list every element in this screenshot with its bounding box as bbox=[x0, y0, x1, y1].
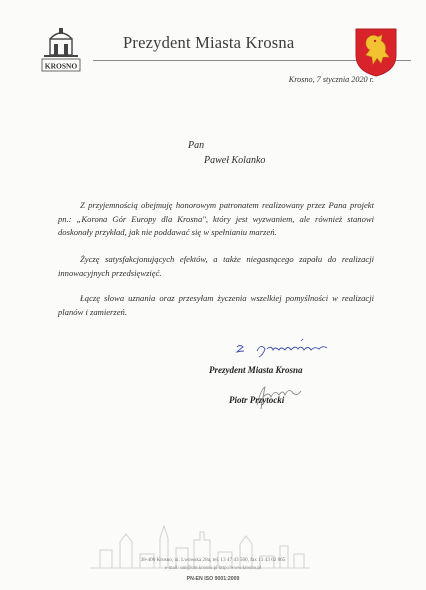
logo-text: KROSNO bbox=[44, 61, 78, 71]
krosno-city-logo bbox=[40, 25, 82, 77]
signatory-title: Prezydent Miasta Krosna bbox=[209, 365, 303, 375]
footer-contact: e-mail: um@um.krosno.pl http://www.krosno.pl bbox=[164, 566, 262, 571]
handwritten-note bbox=[235, 337, 330, 361]
coat-of-arms-icon bbox=[354, 27, 398, 77]
letter-date: Krosno, 7 stycznia 2020 r. bbox=[288, 75, 374, 84]
signatory-name: Piotr Przytocki bbox=[229, 395, 285, 405]
recipient-name: Paweł Kolanko bbox=[204, 155, 266, 166]
salutation: Pan bbox=[188, 140, 205, 151]
iso-certification: PN-EN ISO 9001:2009 bbox=[186, 576, 240, 582]
letter-paragraph: Łączę słowa uznania oraz przesyłam życzenia wszelkiej pomyślności w realizacji planów i zamierzeń. bbox=[58, 293, 374, 317]
letter-paragraph: Z przyjemnością obejmuję honorowym patronatem realizowany przez Pana projekt pn.: „Korona Gór Europy dla Krosna", który jest wyzwaniem, ale również stanowi doskonały przykład, jak nie poddawać się w spełnianiu marzeń. bbox=[58, 200, 374, 237]
footer-address: 38-400 Krosno, ul. Lwowska 28a, tel. 13 47 43 560, fax 13 43 62 865 bbox=[140, 557, 286, 563]
letter-paragraph: Życzę satysfakcjonujących efektów, a także niegasnącego zapału do realizacji innowacyjnych przedsięwzięć. bbox=[58, 254, 374, 278]
header-title: Prezydent Miasta Krosna bbox=[123, 33, 295, 52]
